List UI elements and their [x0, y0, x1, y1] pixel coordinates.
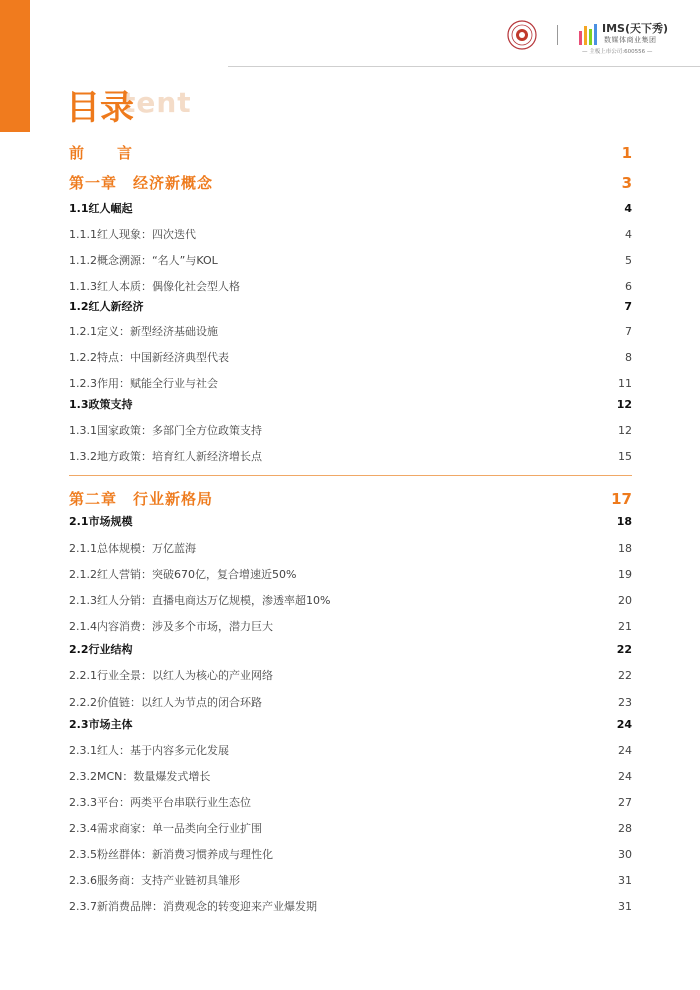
toc-item-row[interactable]: [69, 898, 632, 914]
toc-item-label: 2.3.6服务商：支持产业链初具雏形: [69, 874, 240, 887]
toc-chapter-row[interactable]: [69, 488, 632, 509]
toc-page-number: 20: [618, 594, 632, 607]
toc-page-number: 5: [625, 254, 632, 267]
toc-item-label: 2.1.1总体规模：万亿蓝海: [69, 542, 196, 555]
toc-page-number: 12: [618, 424, 632, 437]
toc-item-label: 2.1.3红人分销：直播电商达万亿规模，渗透率超10%: [69, 594, 331, 607]
toc-item-row[interactable]: [69, 448, 632, 464]
toc-item-label: 2.2.2价值链：以红人为节点的闭合环路: [69, 696, 262, 709]
toc-item-row[interactable]: [69, 768, 632, 784]
toc-item-row[interactable]: [69, 278, 632, 294]
toc-chapter-label: 第一章 经济新概念: [69, 174, 214, 192]
toc-section-label: 2.2行业结构: [69, 643, 133, 656]
toc-page-number: 7: [625, 325, 632, 338]
toc-section-row[interactable]: [69, 716, 632, 732]
orange-accent-bar: [0, 0, 30, 132]
toc-page-number: 17: [611, 490, 632, 508]
toc-page-number: 11: [618, 377, 632, 390]
toc-item-row[interactable]: [69, 252, 632, 268]
toc-item-row[interactable]: [69, 846, 632, 862]
toc-section-row[interactable]: [69, 298, 632, 314]
toc-section-label: 1.2红人新经济: [69, 300, 144, 313]
chapter-divider: [69, 475, 632, 476]
toc-item-row[interactable]: [69, 742, 632, 758]
toc-item-label: 1.3.1国家政策：多部门全方位政策支持: [69, 424, 262, 437]
toc-item-label: 1.2.3作用：赋能全行业与社会: [69, 377, 218, 390]
toc-item-row[interactable]: [69, 375, 632, 391]
toc-page-number: 22: [618, 669, 632, 682]
ims-brand-text: IMS(天下秀): [602, 22, 669, 35]
toc-page-number: 4: [625, 228, 632, 241]
ims-sub-text: 数媒体商业集团: [604, 36, 657, 44]
toc-page-number: 12: [616, 398, 632, 411]
toc-page-number: 31: [618, 900, 632, 913]
ims-listing-text: — 主板上市公司:600556 —: [582, 49, 653, 55]
page-title: 目录: [66, 88, 134, 128]
toc-page-number: 21: [618, 620, 632, 633]
toc-item-row[interactable]: [69, 794, 632, 810]
toc-item-row[interactable]: [69, 592, 632, 608]
header-divider: [228, 66, 700, 67]
toc-item-label: 2.3.2MCN：数量爆发式增长: [69, 770, 211, 783]
toc-page-number: 6: [625, 280, 632, 293]
toc-page-number: 19: [618, 568, 632, 581]
toc-item-row[interactable]: [69, 820, 632, 836]
toc-section-label: 1.3政策支持: [69, 398, 133, 411]
toc-page-number: 23: [618, 696, 632, 709]
toc-item-row[interactable]: [69, 667, 632, 683]
title-watermark: tent: [122, 86, 192, 119]
toc-page-number: 24: [616, 718, 632, 731]
toc-page-number: 28: [618, 822, 632, 835]
toc-item-row[interactable]: [69, 323, 632, 339]
toc-item-label: 2.1.4内容消费：涉及多个市场，潜力巨大: [69, 620, 273, 633]
toc-item-label: 1.1.3红人本质：偶像化社会型人格: [69, 280, 240, 293]
toc-item-label: 1.2.2特点：中国新经济典型代表: [69, 351, 229, 364]
toc-page-number: 4: [624, 202, 632, 215]
toc-page-number: 22: [616, 643, 632, 656]
toc-section-row[interactable]: [69, 396, 632, 412]
toc-item-label: 1.1.1红人现象：四次迭代: [69, 228, 196, 241]
toc-item-label: 2.3.1红人：基于内容多元化发展: [69, 744, 229, 757]
toc-page-number: 24: [618, 770, 632, 783]
toc-item-label: 1.3.2地方政策：培育红人新经济增长点: [69, 450, 262, 463]
toc-item-row[interactable]: [69, 349, 632, 365]
toc-item-label: 2.2.1行业全景：以红人为核心的产业网络: [69, 669, 273, 682]
toc-item-label: 1.1.2概念溯源：“名人”与KOL: [69, 254, 218, 267]
toc-page-number: 3: [621, 174, 632, 192]
toc-page-number: 1: [621, 144, 632, 162]
toc-item-row[interactable]: [69, 226, 632, 242]
academy-seal-logo-icon: [507, 20, 537, 50]
toc-page-number: 31: [618, 874, 632, 887]
toc-item-label: 2.1.2红人营销：突破670亿，复合增速近50%: [69, 568, 297, 581]
toc-page-number: 30: [618, 848, 632, 861]
toc-page-number: 8: [625, 351, 632, 364]
toc-item-label: 2.3.4需求商家：单一品类向全行业扩围: [69, 822, 262, 835]
toc-item-row[interactable]: [69, 872, 632, 888]
toc-chapter-row[interactable]: [69, 172, 632, 193]
toc-section-row[interactable]: [69, 513, 632, 529]
toc-page-number: 18: [616, 515, 632, 528]
toc-section-row[interactable]: [69, 200, 632, 216]
toc-item-row[interactable]: [69, 540, 632, 556]
ims-bars-icon: [578, 21, 604, 47]
toc-item-label: 1.2.1定义：新型经济基础设施: [69, 325, 218, 338]
logo-separator: [557, 25, 558, 45]
ims-logo: [578, 18, 670, 56]
toc-item-label: 2.3.3平台：两类平台串联行业生态位: [69, 796, 251, 809]
toc-page-number: 15: [618, 450, 632, 463]
toc-section-label: 1.1红人崛起: [69, 202, 133, 215]
toc-page-number: 7: [624, 300, 632, 313]
toc-page-number: 24: [618, 744, 632, 757]
toc-item-label: 2.3.7新消费品牌：消费观念的转变迎来产业爆发期: [69, 900, 317, 913]
toc-item-label: 2.3.5粉丝群体：新消费习惯养成与理性化: [69, 848, 273, 861]
toc-chapter-label: 第二章 行业新格局: [69, 490, 214, 508]
toc-item-row[interactable]: [69, 694, 632, 710]
toc-item-row[interactable]: [69, 422, 632, 438]
toc-section-label: 2.1市场规模: [69, 515, 133, 528]
toc-page-number: 18: [618, 542, 632, 555]
toc-section-row[interactable]: [69, 641, 632, 657]
toc-section-label: 2.3市场主体: [69, 718, 133, 731]
toc-page-number: 27: [618, 796, 632, 809]
toc-item-row[interactable]: [69, 618, 632, 634]
toc-chapter-label: 前 言: [69, 144, 134, 162]
toc-chapter-row[interactable]: [69, 142, 632, 163]
toc-item-row[interactable]: [69, 566, 632, 582]
